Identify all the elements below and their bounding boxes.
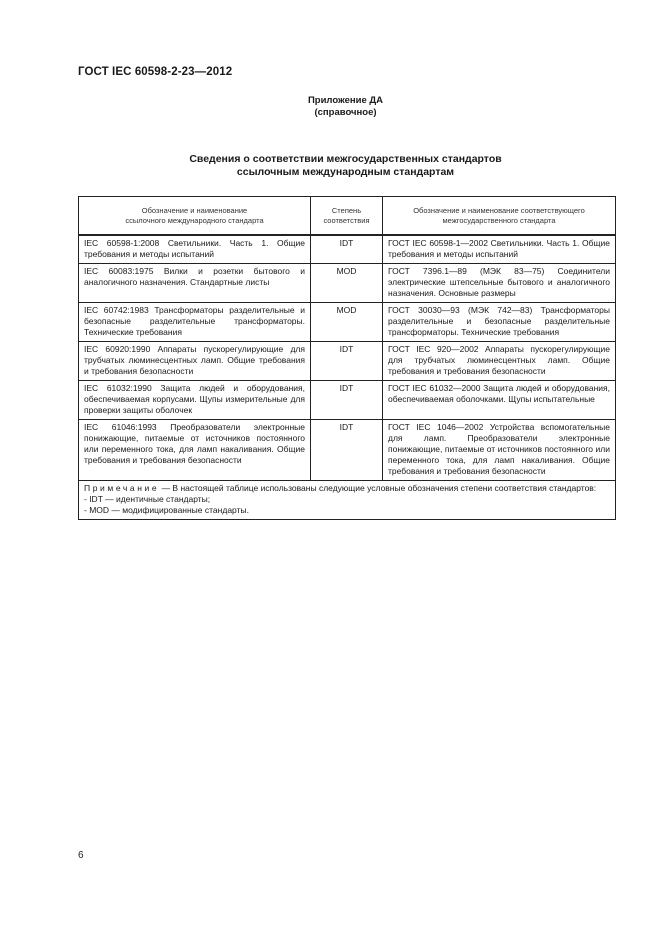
degree-cell: MOD <box>311 303 383 342</box>
degree-cell: IDT <box>311 342 383 381</box>
reference-standard-cell: IEC 60920:1990 Аппараты пускорегулирующие для трубчатых люминесцентных ламп. Общие требования и требования безопасности <box>79 342 311 381</box>
column-header-degree <box>311 197 383 236</box>
column-header-corresponding-standard <box>383 197 616 236</box>
table-note <box>79 481 616 520</box>
note-item-idt: - IDT — идентичные стандарты; <box>84 494 211 504</box>
corresponding-standard-cell: ГОСТ IEC 61032—2000 Защита людей и оборудования, обеспечиваемая оболочками. Щупы испытательные <box>383 381 616 420</box>
column-header-reference-standard <box>79 197 311 236</box>
reference-standard-cell: IEC 60742:1983 Трансформаторы разделительные и безопасные разделительные трансформаторы. Технические требования <box>79 303 311 342</box>
table-header-row <box>79 197 616 236</box>
table-title-line-1: Сведения о соответствии межгосударственных стандартов <box>189 153 502 165</box>
column-header-corresponding-line-2: межгосударственного стандарта <box>442 215 556 225</box>
column-header-degree-line-1: Степень <box>331 205 362 215</box>
note-text: — В настоящей таблице использованы следующие условные обозначения степени соответствия стандартов: <box>159 483 597 493</box>
column-header-reference-line-1: Обозначение и наименование <box>141 205 248 215</box>
column-header-reference-line-2: ссылочного международного стандарта <box>125 215 264 225</box>
column-header-corresponding-line-1: Обозначение и наименование соответствующего <box>413 205 585 215</box>
table-row <box>79 420 616 481</box>
appendix-subtitle: (справочное) <box>314 107 377 118</box>
document-id: ГОСТ IEC 60598-2-23—2012 <box>78 66 233 78</box>
degree-cell: MOD <box>311 264 383 303</box>
column-header-degree-line-2: соответствия <box>323 215 370 225</box>
table-row <box>79 264 616 303</box>
degree-cell: IDT <box>311 381 383 420</box>
degree-cell: IDT <box>311 235 383 264</box>
reference-standard-cell: IEC 61032:1990 Защита людей и оборудования, обеспечиваемая корпусами. Щупы измерительные для проверки защиты оболочек <box>79 381 311 420</box>
corresponding-standard-cell: ГОСТ IEC 60598-1—2002 Светильники. Часть 1. Общие требования и методы испытаний <box>383 235 616 264</box>
correspondence-table <box>78 196 616 520</box>
corresponding-standard-cell: ГОСТ 7396.1—89 (МЭК 83—75) Соединители электрические штепсельные бытового и аналогичного назначения. Основные размеры <box>383 264 616 303</box>
table-row <box>79 235 616 264</box>
table-row <box>79 381 616 420</box>
table-row <box>79 303 616 342</box>
note-item-mod: - MOD — модифицированные стандарты. <box>84 505 249 515</box>
corresponding-standard-cell: ГОСТ IEC 920—2002 Аппараты пускорегулирующие для трубчатых люминесцентных ламп. Общие требования и требования безопасности <box>383 342 616 381</box>
corresponding-standard-cell: ГОСТ 30030—93 (МЭК 742—83) Трансформаторы разделительные и безопасные разделительные трансформаторы. Технические требования <box>383 303 616 342</box>
page-number: 6 <box>78 850 84 861</box>
table-row <box>79 342 616 381</box>
table-title <box>0 153 661 179</box>
note-label: Примечание <box>84 483 160 493</box>
reference-standard-cell: IEC 60083:1975 Вилки и розетки бытового и аналогичного назначения. Стандартные листы <box>79 264 311 303</box>
reference-standard-cell: IEC 60598-1:2008 Светильники. Часть 1. Общие требования и методы испытаний <box>79 235 311 264</box>
reference-standard-cell: IEC 61046:1993 Преобразователи электронные понижающие, питаемые от источников постоянного или переменного тока, для ламп накаливания. Общие требования и требования безопасности <box>79 420 311 481</box>
table-note-row <box>79 481 616 520</box>
corresponding-standard-cell: ГОСТ IEC 1046—2002 Устройства вспомогательные для ламп. Преобразователи электронные понижающие, питаемые от источников постоянного или переменного тока, для ламп накаливания. Общие требования и требования безопасности <box>383 420 616 481</box>
degree-cell: IDT <box>311 420 383 481</box>
note-intro <box>84 483 610 494</box>
table-title-line-2: ссылочным международным стандартам <box>236 166 455 178</box>
appendix-heading <box>0 95 661 119</box>
appendix-title: Приложение ДА <box>307 95 384 106</box>
